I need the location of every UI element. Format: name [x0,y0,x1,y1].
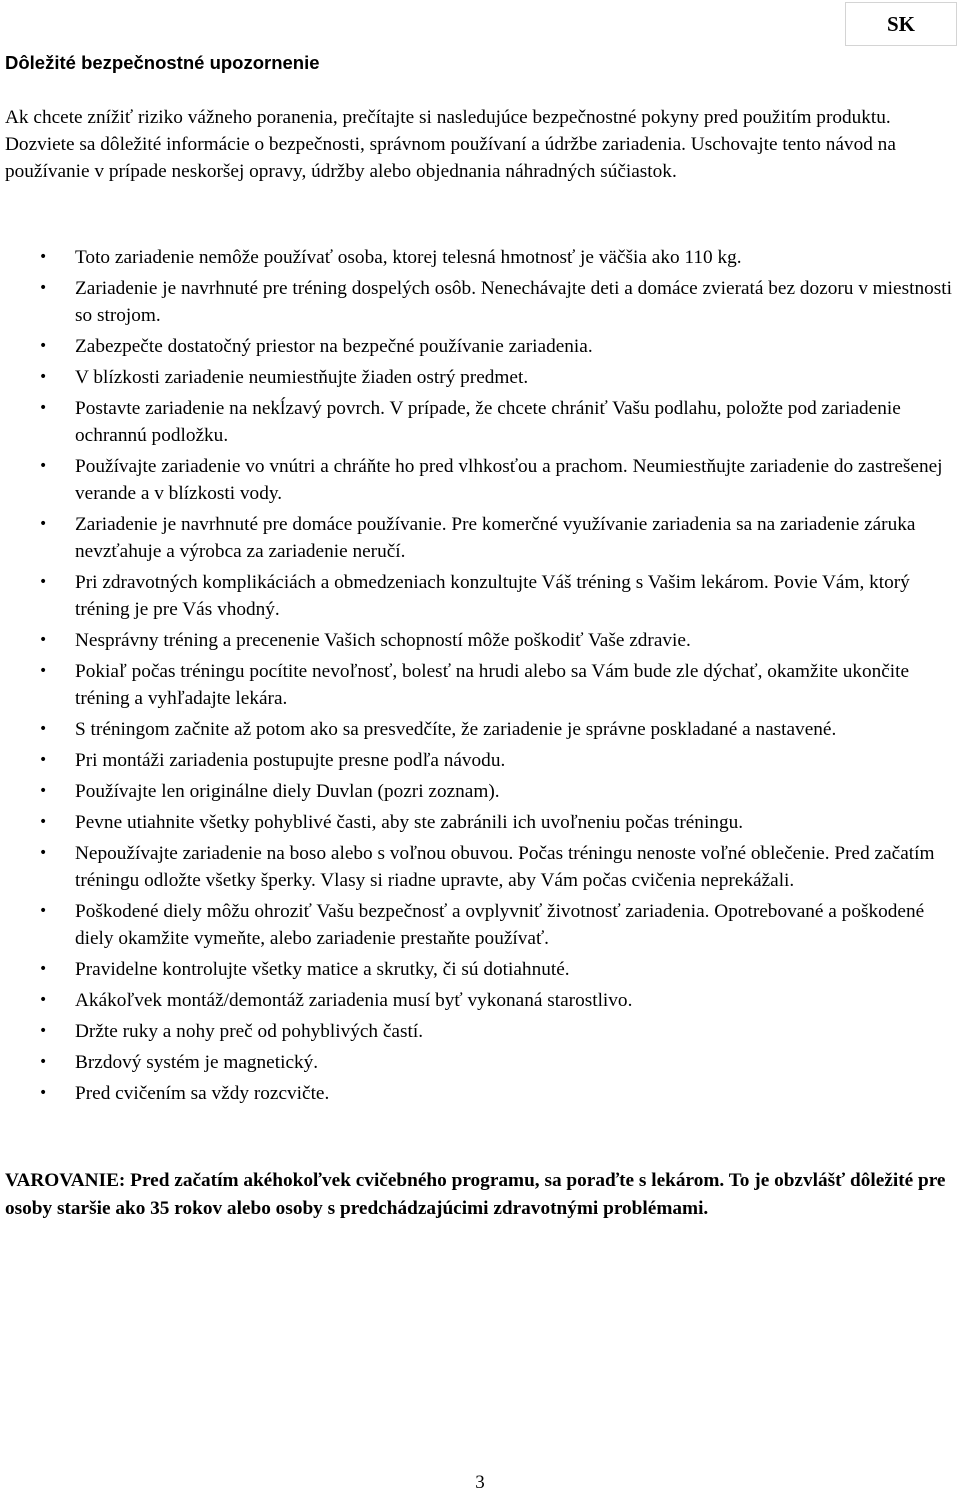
bullet-icon: • [39,783,48,799]
bullet-icon: • [39,1023,48,1039]
list-item-text: Držte ruky a nohy preč od pohyblivých častí. [75,1021,424,1042]
bullet-icon: • [39,814,48,830]
list-item-text: Poškodené diely môžu ohroziť Vašu bezpečnosť a ovplyvniť životnosť zariadenia. Opotrebované a poškodené diely okamžite vymeňte, alebo zariadenie prestaňte používať. [75,901,925,949]
list-item-text: Používajte zariadenie vo vnútri a chráňte ho pred vlhkosťou a prachom. Neumiestňujte zariadenie do zastrešenej verande a v blízkosti vody. [75,456,943,504]
list-item [0,275,955,329]
list-item-text: Zariadenie je navrhnuté pre domáce používanie. Pre komerčné využívanie zariadenia sa na zariadenie záruka nevzťahuje a výrobca za zariadenie neručí. [75,514,916,562]
bullet-icon: • [39,249,48,265]
list-item [0,747,955,774]
list-item [0,627,955,654]
bullet-icon: • [39,400,48,416]
list-item-text: Pred cvičením sa vždy rozcvičte. [75,1083,330,1104]
list-item [0,956,955,983]
list-item [0,453,955,507]
bullet-icon: • [39,1085,48,1101]
list-item-text: Pravidelne kontrolujte všetky matice a skrutky, či sú dotiahnuté. [75,959,570,980]
list-item [0,898,955,952]
list-item [0,809,955,836]
list-item-text: Pri zdravotných komplikáciách a obmedzeniach konzultujte Váš tréning s Vašim lekárom. Povie Vám, ktorý tréning je pre Vás vhodný. [75,572,910,620]
list-item [0,778,955,805]
bullet-icon: • [39,632,48,648]
page-number: 3 [475,1472,485,1493]
bullet-icon: • [39,458,48,474]
list-item-text: S tréningom začnite až potom ako sa presvedčíte, že zariadenie je správne poskladané a nastavené. [75,719,837,740]
list-item-text: Toto zariadenie nemôže používať osoba, ktorej telesná hmotnosť je väčšia ako 110 kg. [75,247,742,268]
list-item [0,987,955,1014]
list-item-text: Pokiaľ počas tréningu pocítite nevoľnosť, bolesť na hrudi alebo sa Vám bude zle dýchať, okamžite ukončite tréning a vyhľadajte lekára. [75,661,910,709]
bullet-icon: • [39,574,48,590]
list-item-text: Brzdový systém je magnetický. [75,1052,319,1073]
list-item [0,658,955,712]
bullet-icon: • [39,721,48,737]
list-item [0,244,955,271]
list-item-text: Zariadenie je navrhnuté pre tréning dospelých osôb. Nenechávajte deti a domáce zvieratá bez dozoru v miestnosti so strojom. [75,278,952,326]
list-item [0,1018,955,1045]
warning-paragraph: VAROVANIE: Pred začatím akéhokoľvek cvičebného programu, sa poraďte s lekárom. To je obzvlášť dôležité pre osoby staršie ako 35 rokov alebo osoby s predchádzajúcimi zdravotnými problémami. [5,1170,946,1219]
list-item-text: Zabezpečte dostatočný priestor na bezpečné používanie zariadenia. [75,336,593,357]
list-item-text: Pevne utiahnite všetky pohyblivé časti, aby ste zabránili ich uvoľneniu počas tréningu. [75,812,744,833]
list-item-text: Používajte len originálne diely Duvlan (pozri zoznam). [75,781,500,802]
bullet-icon: • [39,663,48,679]
bullet-icon: • [39,903,48,919]
safety-instructions-list [0,244,955,1111]
list-item-text: Postavte zariadenie na nekĺzavý povrch. V prípade, že chcete chrániť Vašu podlahu, položte pod zariadenie ochrannú podložku. [75,398,901,446]
page-title: Dôležité bezpečnostné upozornenie [5,52,320,73]
list-item-text: Nepoužívajte zariadenie na boso alebo s voľnou obuvou. Počas tréningu nenoste voľné oblečenie. Pred začatím tréningu odložte všetky šperky. Vlasy si riadne upravte, aby Vám počas cvičenia neprekážali. [75,843,935,891]
bullet-icon: • [39,516,48,532]
bullet-icon: • [39,992,48,1008]
list-item-text: Nesprávny tréning a precenenie Vašich schopností môže poškodiť Vaše zdravie. [75,630,691,651]
intro-paragraph: Ak chcete znížiť riziko vážneho poranenia, prečítajte si nasledujúce bezpečnostné pokyny pred použitím produktu. Dozviete sa dôležité informácie o bezpečnosti, správnom používaní a údržbe zariadenia. Uschovajte tento návod na používanie v prípade neskoršej opravy, údržby alebo objednania náhradných súčiastok. [5,107,896,182]
bullet-icon: • [39,961,48,977]
list-item-text: V blízkosti zariadenie neumiestňujte žiaden ostrý predmet. [75,367,529,388]
list-item [0,364,955,391]
list-item [0,333,955,360]
list-item [0,1049,955,1076]
bullet-icon: • [39,1054,48,1070]
language-badge: SK [845,2,957,46]
list-item [0,569,955,623]
list-item-text: Akákoľvek montáž/demontáž zariadenia musí byť vykonaná starostlivo. [75,990,633,1011]
bullet-icon: • [39,845,48,861]
list-item-text: Pri montáži zariadenia postupujte presne podľa návodu. [75,750,506,771]
bullet-icon: • [39,280,48,296]
list-item [0,716,955,743]
bullet-icon: • [39,752,48,768]
list-item [0,1080,955,1107]
bullet-icon: • [39,369,48,385]
list-item [0,511,955,565]
list-item [0,395,955,449]
list-item [0,840,955,894]
bullet-icon: • [39,338,48,354]
